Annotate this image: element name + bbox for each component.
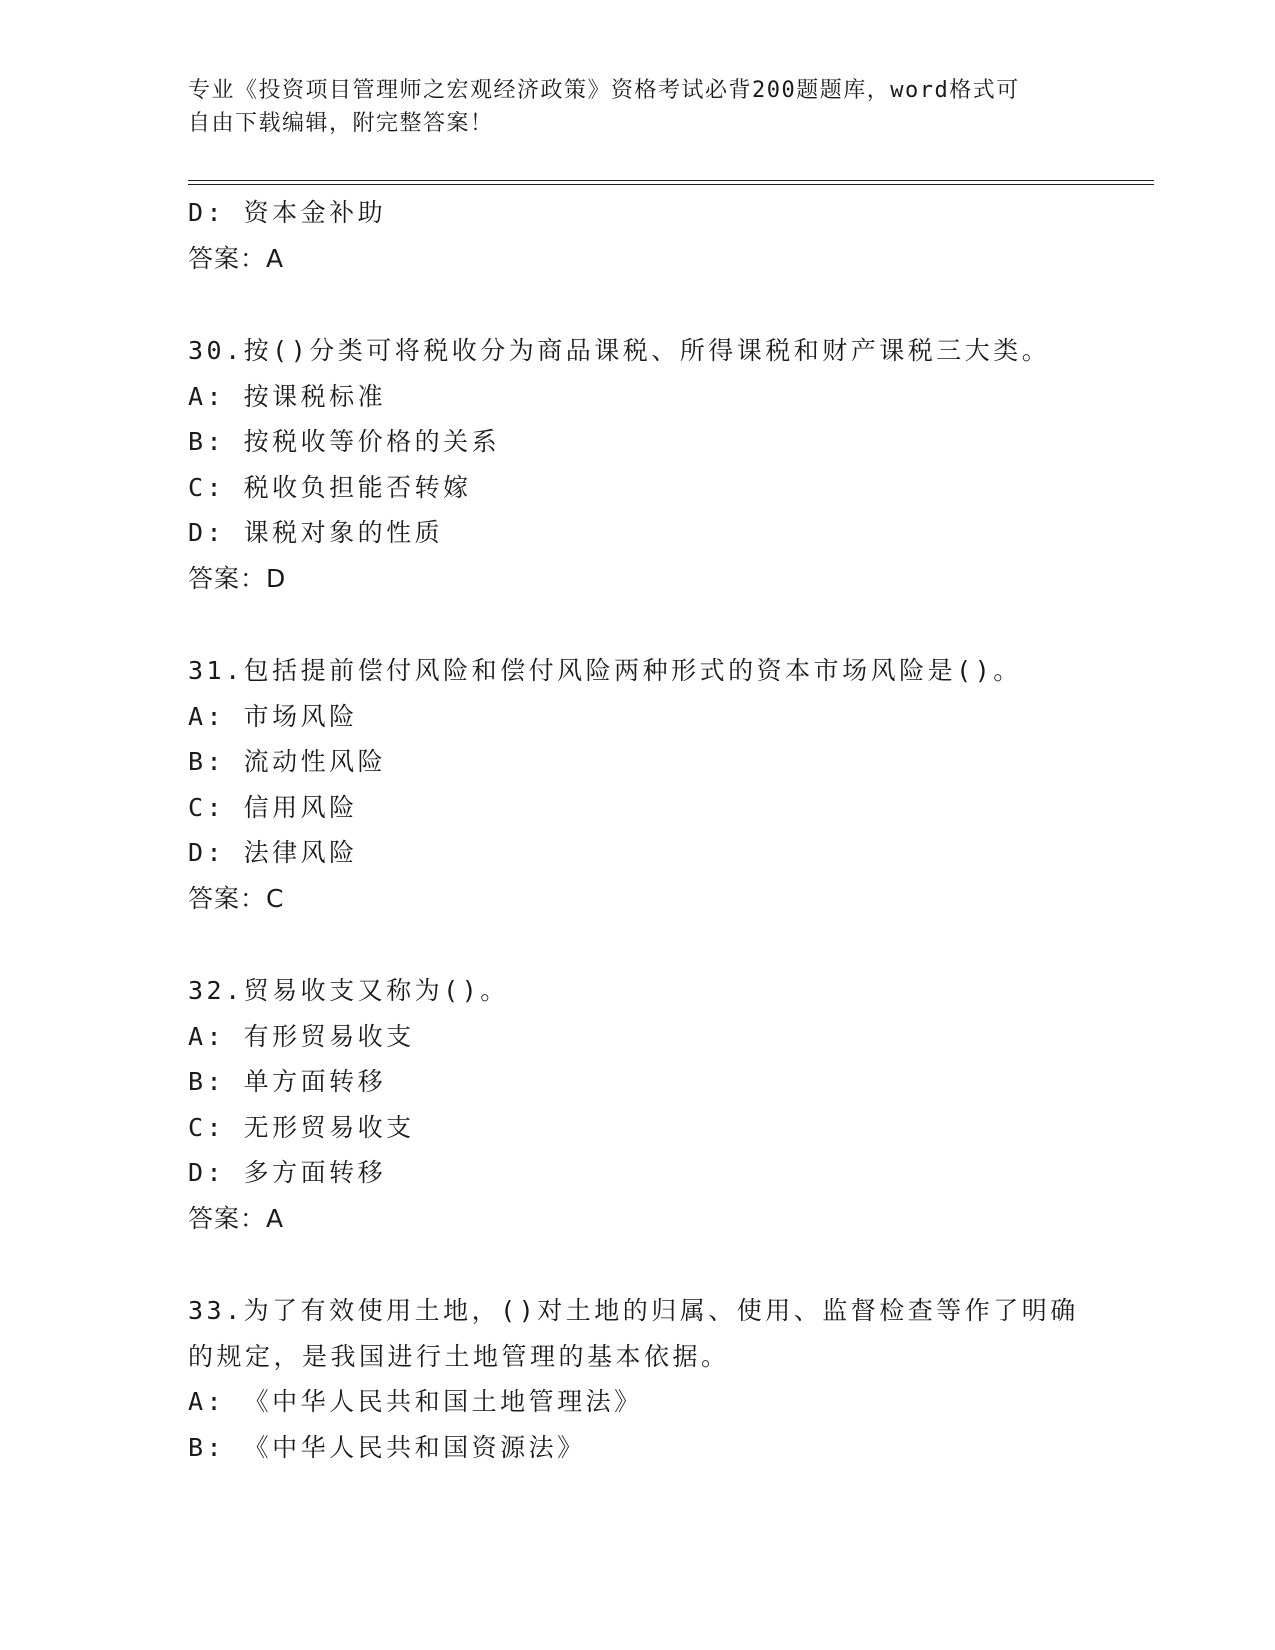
header-divider-bottom (188, 184, 1154, 185)
option-c: C: 税收负担能否转嫁 (188, 472, 472, 502)
question-stem-line-1: 33.为了有效使用土地，()对土地的归属、使用、监督检查等作了明确 (188, 1296, 1079, 1325)
option-d: D: 多方面转移 (188, 1158, 387, 1187)
option-a: A: 按课税标准 (188, 381, 387, 411)
option-c: C: 信用风险 (188, 792, 358, 822)
option-d: D: 法律风险 (188, 838, 358, 867)
answer-line: 答案：A (188, 1203, 285, 1233)
spacer (188, 921, 1088, 968)
option-c: C: 无形贸易收支 (188, 1112, 415, 1142)
header-divider-top (188, 180, 1154, 181)
question-32 (188, 968, 1088, 1241)
header-line-2: 自由下载编辑，附完整答案！ (188, 111, 494, 136)
answer-line: 答案：C (188, 883, 285, 913)
question-stem: 31.包括提前偿付风险和偿付风险两种形式的资本市场风险是()。 (188, 656, 1022, 685)
spacer (188, 281, 1088, 328)
spacer (188, 1241, 1088, 1288)
question-content (188, 190, 1088, 1470)
question-stem: 30.按()分类可将税收分为商品课税、所得课税和财产课税三大类。 (188, 336, 1051, 365)
option-a: A: 市场风险 (188, 701, 358, 731)
question-stem: 32.贸易收支又称为()。 (188, 976, 509, 1005)
page-header (188, 74, 1068, 140)
question-31 (188, 648, 1088, 921)
question-29-continued (188, 190, 1088, 281)
answer-line: 答案：A (188, 243, 285, 273)
question-stem-line-2: 的规定，是我国进行土地管理的基本依据。 (188, 1341, 730, 1371)
answer-line: 答案：D (188, 563, 287, 593)
option-b: B: 单方面转移 (188, 1067, 387, 1096)
option-b: B: 按税收等价格的关系 (188, 427, 501, 456)
question-33 (188, 1288, 1088, 1470)
option-a: A: 《中华人民共和国土地管理法》 (188, 1387, 643, 1416)
question-30 (188, 328, 1088, 601)
option-b: B: 《中华人民共和国资源法》 (188, 1432, 586, 1462)
option-d: D: 资本金补助 (188, 198, 387, 227)
option-a: A: 有形贸易收支 (188, 1021, 415, 1051)
option-d: D: 课税对象的性质 (188, 518, 444, 547)
spacer (188, 601, 1088, 648)
option-b: B: 流动性风险 (188, 747, 387, 776)
header-line-1: 专业《投资项目管理师之宏观经济政策》资格考试必背200题题库，word格式可 (188, 78, 1020, 103)
